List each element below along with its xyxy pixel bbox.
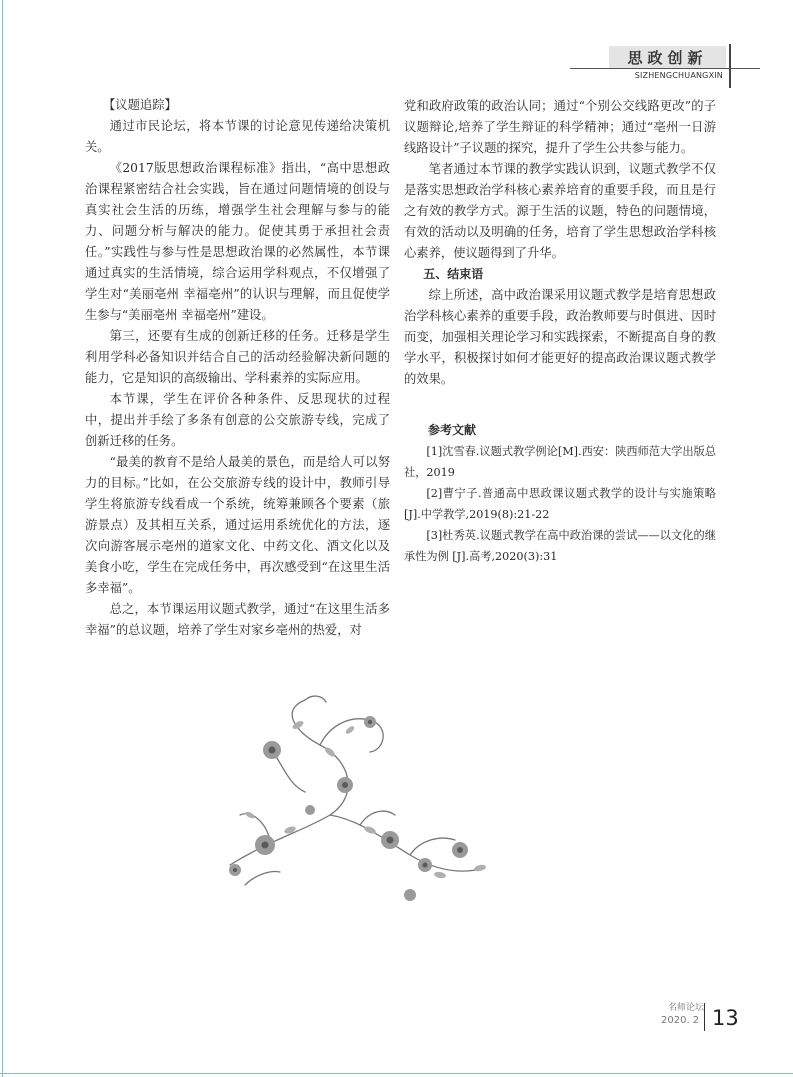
section-heading: 五、结束语: [423, 267, 484, 281]
floral-vine-illustration: [210, 690, 500, 920]
paragraph: 综上所述，高中政治课采用议题式教学是培育思想政治学科核心素养的重要手段，政治教师要与时俱进、因时而变，加强相关理论学习和实践探索，不断提高自身的教学水平，积极探讨如何才能更好的提高政治课议题式教学的效果。: [404, 288, 716, 386]
topic-tracking-heading: 【议题追踪】: [103, 98, 177, 112]
paragraph: 总之，本节课运用议题式教学，通过“在这里生活多幸福”的总议题，培养了学生对家乡亳州的热爱，对: [85, 602, 390, 637]
right-column: [404, 96, 716, 567]
column-subtitle: SIZHENGCHUANGXIN: [634, 71, 723, 80]
footer-divider: [704, 1003, 705, 1031]
spacer: [404, 390, 716, 420]
paragraph: 通过市民论坛，将本节课的讨论意见传递给决策机关。: [85, 119, 390, 154]
header-divider-vertical: [729, 44, 731, 88]
paragraph: 党和政府政策的政治认同；通过“个别公交线路更改”的子议题辩论,培养了学生辩证的科学精神；通过“亳州一日游线路设计”子议题的探究，提升了学生公共参与能力。: [404, 99, 716, 155]
reference-item: [2]曹宁子.普通高中思政课议题式教学的设计与实施策略 [J].中学教学,2019(8):21-22: [404, 487, 716, 521]
left-column: [85, 95, 390, 641]
paragraph: 笔者通过本节课的教学实践认识到，议题式教学不仅是落实思想政治学科核心素养培育的重要手段，而且是行之有效的教学方式。源于生活的议题，特色的问题情境，有效的活动以及明确的任务，培育了学生思想政治学科核心素养，使议题得到了升华。: [404, 162, 716, 260]
footer-magazine-name: 名师论坛: [668, 1003, 705, 1013]
paragraph: 本节课，学生在评价各种条件、反思现状的过程中，提出并手绘了多条有创意的公交旅游专线，完成了创新迁移的任务。: [85, 392, 390, 448]
column-title: 思政创新: [627, 48, 708, 67]
footer-issue-date: 2020. 2: [661, 1015, 700, 1026]
paragraph: 第三，还要有生成的创新迁移的任务。迁移是学生利用学科必备知识并结合自己的活动经验解决新问题的能力，它是知识的高级输出、学科素养的实际应用。: [85, 329, 390, 385]
reference-item: [3]杜秀英.议题式教学在高中政治课的尝试——以文化的继承性为例 [J].高考,2020(3):31: [404, 529, 716, 563]
references-heading: 参考文献: [428, 423, 477, 437]
reference-item: [1]沈雪春.议题式教学例论[M].西安：陕西师范大学出版总社，2019: [404, 445, 716, 479]
header-rule: [570, 68, 760, 69]
column-header-box: [609, 46, 726, 68]
paragraph: 《2017版思想政治课程标准》指出，“高中思想政治课程紧密结合社会实践，旨在通过问题情境的创设与真实社会生活的历练，增强学生社会理解与参与的能力、问题分析与解决的能力。促使其勇于承担社会责任。”实践性与参与性是思想政治课的必然属性，本节课通过真实的生活情境，综合运用学科观点，不仅增强了学生对“美丽亳州 幸福亳州”的认识与理解，而且促使学生参与“美丽亳州 幸福亳州”建设。: [85, 161, 390, 322]
page-number: 13: [712, 1006, 739, 1030]
page-frame-left-line: [2, 0, 3, 1077]
page-frame-bottom-line: [0, 1073, 793, 1074]
paragraph: “最美的教育不是给人最美的景色，而是给人可以努力的目标。”比如，在公交旅游专线的设计中，教师引导学生将旅游专线看成一个系统，统筹兼顾各个要素（旅游景点）及其相互关系，通过运用系统优化的方法，逐次向游客展示亳州的道家文化、中药文化、酒文化以及美食小吃，学生在完成任务中，再次感受到“在这里生活多幸福”。: [85, 455, 390, 595]
